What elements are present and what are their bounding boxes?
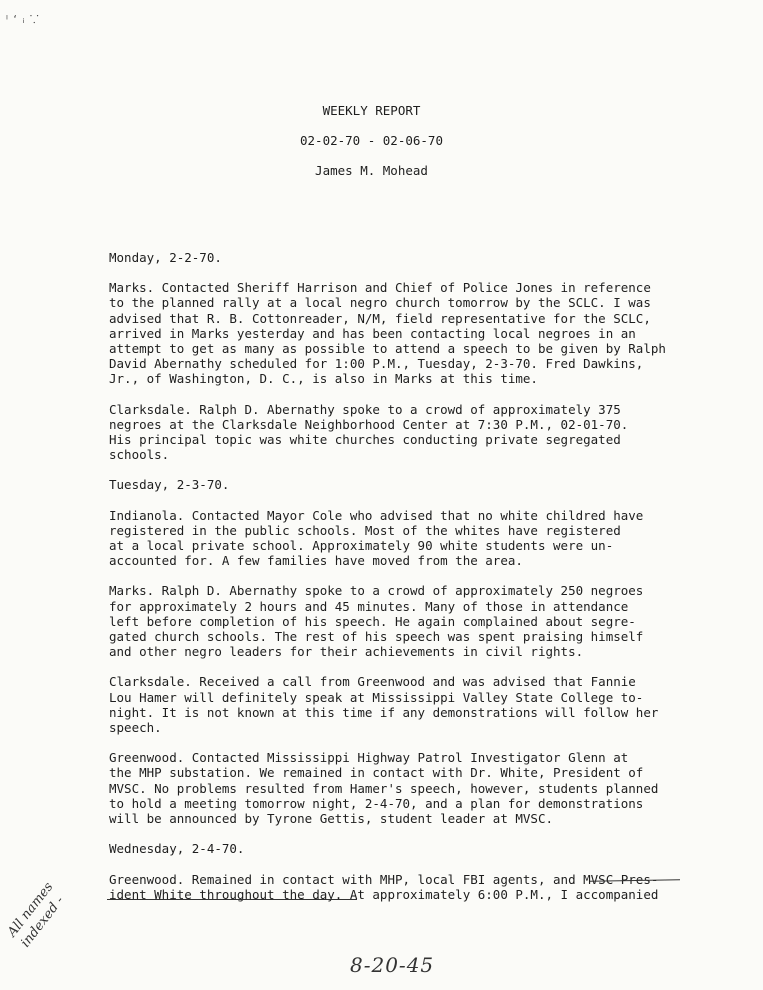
report-title: WEEKLY REPORT [322, 103, 421, 118]
handwritten-page-number: 8-20-45 [350, 953, 435, 977]
paragraph: Greenwood. Remained in contact with MHP, local FBI agents, and MVSC Pres- ident White throughout the day. At approximately 6:00 P.M., I accompanied [109, 871, 659, 902]
report-author: James M. Mohead [315, 163, 428, 178]
paragraph: Indianola. Contacted Mayor Cole who advised that no white childred have registered in the public schools. Most of the whites have registered at a local private school. Approximately 90 white students were un- accounted for. A few families have moved from the area. [109, 507, 644, 569]
paragraph: Greenwood. Contacted Mississippi Highway Patrol Investigator Glenn at the MHP substation. We remained in contact with Dr. White, President of MVSC. No problems resulted from Hamer's speech, however, students planned to hold a meeting tomorrow night, 2-4-70, and a plan for demonstrations will be announced by Tyrone Gettis, student leader at MVSC. [109, 750, 659, 827]
paragraph: Marks. Ralph D. Abernathy spoke to a crowd of approximately 250 negroes for approximately 2 hours and 45 minutes. Many of those in attendance left before completion of his speech. He again complained about segre- gated church schools. The rest of his speech was spent praising himself and other negro leaders for their achievements in civil rights. [109, 583, 644, 660]
day-heading: Tuesday, 2-3-70. [109, 477, 230, 493]
day-heading: Monday, 2-2-70. [109, 250, 222, 265]
paragraph: Marks. Contacted Sheriff Harrison and Chief of Police Jones in reference to the planned rally at a local negro church tomorrow by the SCLC. I was advised that R. B. Cottonreader, N/M, field representative for the SCLC, arrived in Marks yesterday and has been contacting local negroes in an attempt to get as many as possible to attend a speech to be given by Ralph David Abernathy scheduled for 1:00 P.M., Tuesday, 2-3-70. Fred Dawkins, Jr., of Washington, D. C., is also in Marks at this time. [109, 280, 666, 387]
paragraph: Clarksdale. Ralph D. Abernathy spoke to a crowd of approximately 375 negroes at the Clarksdale Neighborhood Center at 7:30 P.M., 02-01-70. His principal topic was white churches conducting private segregated schools. [109, 401, 629, 463]
pen-underline [107, 899, 357, 900]
report-body [109, 250, 709, 917]
day-heading: Wednesday, 2-4-70. [109, 841, 245, 857]
handwritten-margin-note: All names indexed - [4, 879, 68, 951]
report-dates: 02-02-70 - 02-06-70 [300, 133, 443, 148]
corner-mark: ˡ ‘ ᵢ ⸪ [6, 13, 40, 26]
paragraph: Clarksdale. Received a call from Greenwood and was advised that Fannie Lou Hamer will definitely speak at Mississippi Valley State College to- night. It is not known at this time if any demonstrations will follow her speech. [109, 674, 659, 736]
